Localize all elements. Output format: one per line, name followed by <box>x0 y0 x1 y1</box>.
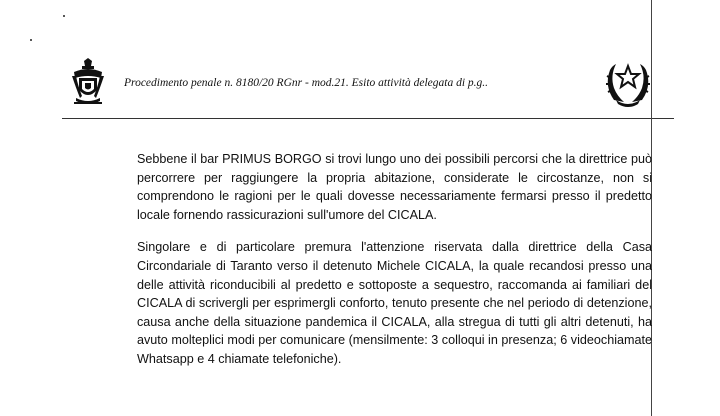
body-paragraph: Sebbene il bar PRIMUS BORGO si trovi lungo uno dei possibili percorsi che la direttrice può percorrere per raggiungere la propria abitazione, considerate le circostanze, non si comprendono le ragioni per le quali dovesse necessariamente fermarsi presso il predetto locale fornendo rassicurazioni sull'umore del CICALA. <box>137 152 652 222</box>
document-body <box>137 150 652 383</box>
header-rule <box>62 118 674 119</box>
scan-speck <box>63 15 65 17</box>
scan-speck <box>30 39 32 41</box>
police-crest-icon <box>70 58 106 106</box>
italian-republic-emblem-icon <box>602 56 654 108</box>
body-paragraph: Singolare e di particolare premura l'attenzione riservata dalla direttrice della Casa Circondariale di Taranto verso il detenuto Michele CICALA, la quale recandosi presso una delle attività riconducibili al predetto e sottoposte a sequestro, raccomanda ai familiari del CICALA di scrivergli per esprimergli conforto, tenuto presente che nel periodo di detenzione, causa anche della situazione pandemica il CICALA, alla stregua di tutti gli altri detenuti, ha avuto molteplici modi per comunicare (mensilmente: 3 colloqui in presenza; 6 videochiamate Whatsapp e 4 chiamate telefoniche). <box>137 240 652 366</box>
document-header-title: Procedimento penale n. 8180/20 RGnr - mod.21. Esito attività delegata di p.g.. <box>124 77 489 89</box>
document-header <box>62 56 674 116</box>
